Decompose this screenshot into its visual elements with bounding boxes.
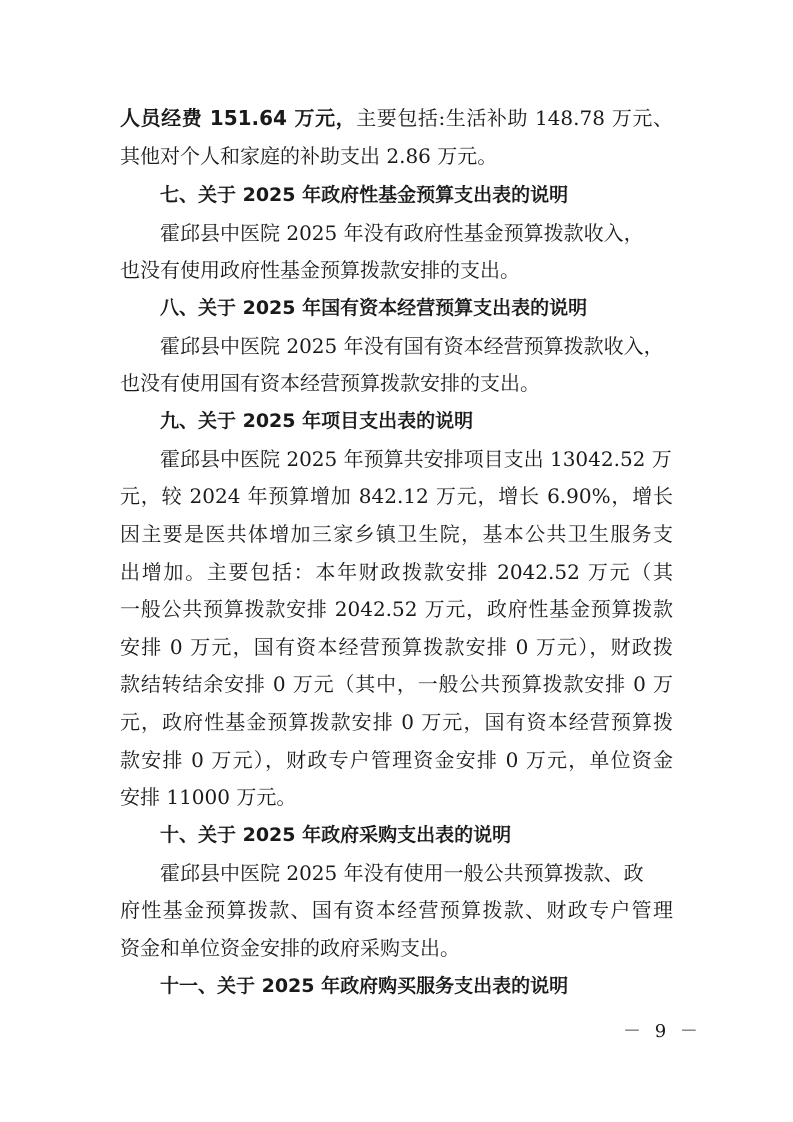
personnel-expense-rest: 主要包括:生活补助 148.78 万元、 [356,106,673,130]
section-7-heading: 七、关于 2025 年政府性基金预算支出表的说明 [160,184,569,206]
personnel-expense-line-2: 其他对个人和家庭的补助支出 2.86 万元。 [120,144,498,168]
section-9-line-9: 款安排 0 万元），财政专户管理资金安排 0 万元，单位资金 [120,748,673,772]
section-9-line-7: 款结转结余安排 0 万元（其中，一般公共预算拨款安排 0 万 [120,672,673,696]
section-10-line-1: 霍邱县中医院 2025 年没有使用一般公共预算拨款、政 [160,861,644,885]
section-8-heading: 八、关于 2025 年国有资本经营预算支出表的说明 [160,297,588,319]
section-9-line-4: 出增加。主要包括：本年财政拨款安排 2042.52 万元（其 [120,560,673,584]
section-9-line-6: 安排 0 万元，国有资本经营预算拨款安排 0 万元），财政拨 [120,635,673,659]
section-9-line-3: 因主要是医共体增加三家乡镇卫生院，基本公共卫生服务支 [120,522,673,546]
section-9-line-10: 安排 11000 万元。 [120,785,297,809]
personnel-expense-line-1 [120,106,673,130]
section-9-line-2: 元，较 2024 年预算增加 842.12 万元，增长 6.90%，增长 [120,484,673,508]
section-10-line-2: 府性基金预算拨款、国有资本经营预算拨款、财政专户管理 [120,898,673,922]
section-9-line-5: 一般公共预算拨款安排 2042.52 万元，政府性基金预算拨款 [120,597,673,621]
section-9-line-8: 元，政府性基金预算拨款安排 0 万元，国有资本经营预算拨 [120,710,673,734]
section-9-heading: 九、关于 2025 年项目支出表的说明 [160,410,474,432]
section-11-heading: 十一、关于 2025 年政府购买服务支出表的说明 [160,975,569,997]
section-8-line-2: 也没有使用国有资本经营预算拨款安排的支出。 [120,371,540,395]
section-7-line-1: 霍邱县中医院 2025 年没有政府性基金预算拨款收入， [160,221,644,245]
section-10-heading: 十、关于 2025 年政府采购支出表的说明 [160,824,512,846]
section-7-line-2: 也没有使用政府性基金预算拨款安排的支出。 [120,258,520,282]
personnel-expense-lead: 人员经费 151.64 万元， [120,106,357,130]
page-number: － 9 － [623,1021,702,1042]
section-9-line-1: 霍邱县中医院 2025 年预算共安排项目支出 13042.52 万 [160,447,672,471]
section-8-line-1: 霍邱县中医院 2025 年没有国有资本经营预算拨款收入， [160,334,664,358]
section-10-line-3: 资金和单位资金安排的政府采购支出。 [120,936,460,960]
